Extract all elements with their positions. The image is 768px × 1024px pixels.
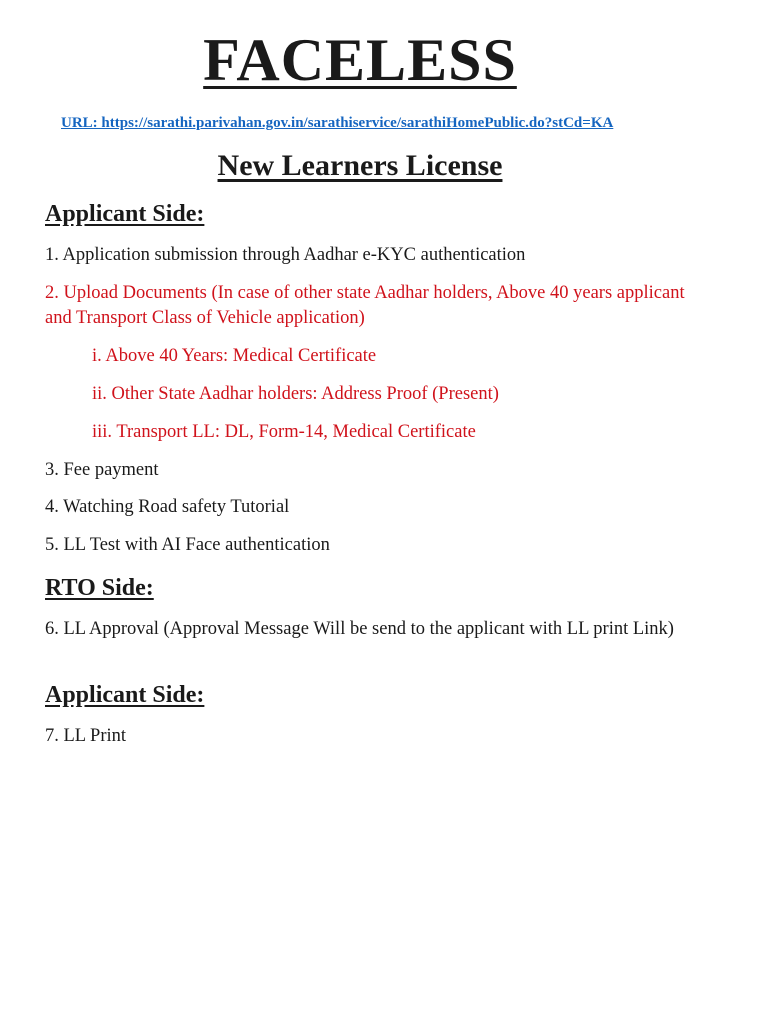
section-heading-rto: RTO Side:: [45, 575, 154, 601]
step-6: 6. LL Approval (Approval Message Will be send to the applicant with LL print Link): [45, 619, 674, 639]
step-4: 4. Watching Road safety Tutorial: [45, 497, 290, 517]
step-7: 7. LL Print: [45, 726, 127, 746]
document-title: FACELESS: [203, 27, 517, 93]
document-subtitle: New Learners License: [217, 149, 503, 182]
section-heading-applicant: Applicant Side:: [45, 201, 205, 227]
step-1: 1. Application submission through Aadhar e-KYC authentication: [45, 245, 526, 265]
section-heading-applicant-2: Applicant Side:: [45, 682, 205, 708]
sub-step-other-state: ii. Other State Aadhar holders: Address Proof (Present): [92, 384, 499, 404]
step-2-upload-documents: 2. Upload Documents (In case of other state Aadhar holders, Above 40 years applicant and Transport Class of Vehicle application): [45, 283, 685, 328]
sub-step-above-40: i. Above 40 Years: Medical Certificate: [92, 346, 377, 366]
step-3: 3. Fee payment: [45, 460, 159, 480]
sub-step-transport-ll: iii. Transport LL: DL, Form-14, Medical Certificate: [92, 422, 476, 442]
step-5: 5. LL Test with AI Face authentication: [45, 535, 330, 555]
url-link[interactable]: URL: https://sarathi.parivahan.gov.in/sarathiservice/sarathiHomePublic.do?stCd=KA: [61, 115, 614, 131]
